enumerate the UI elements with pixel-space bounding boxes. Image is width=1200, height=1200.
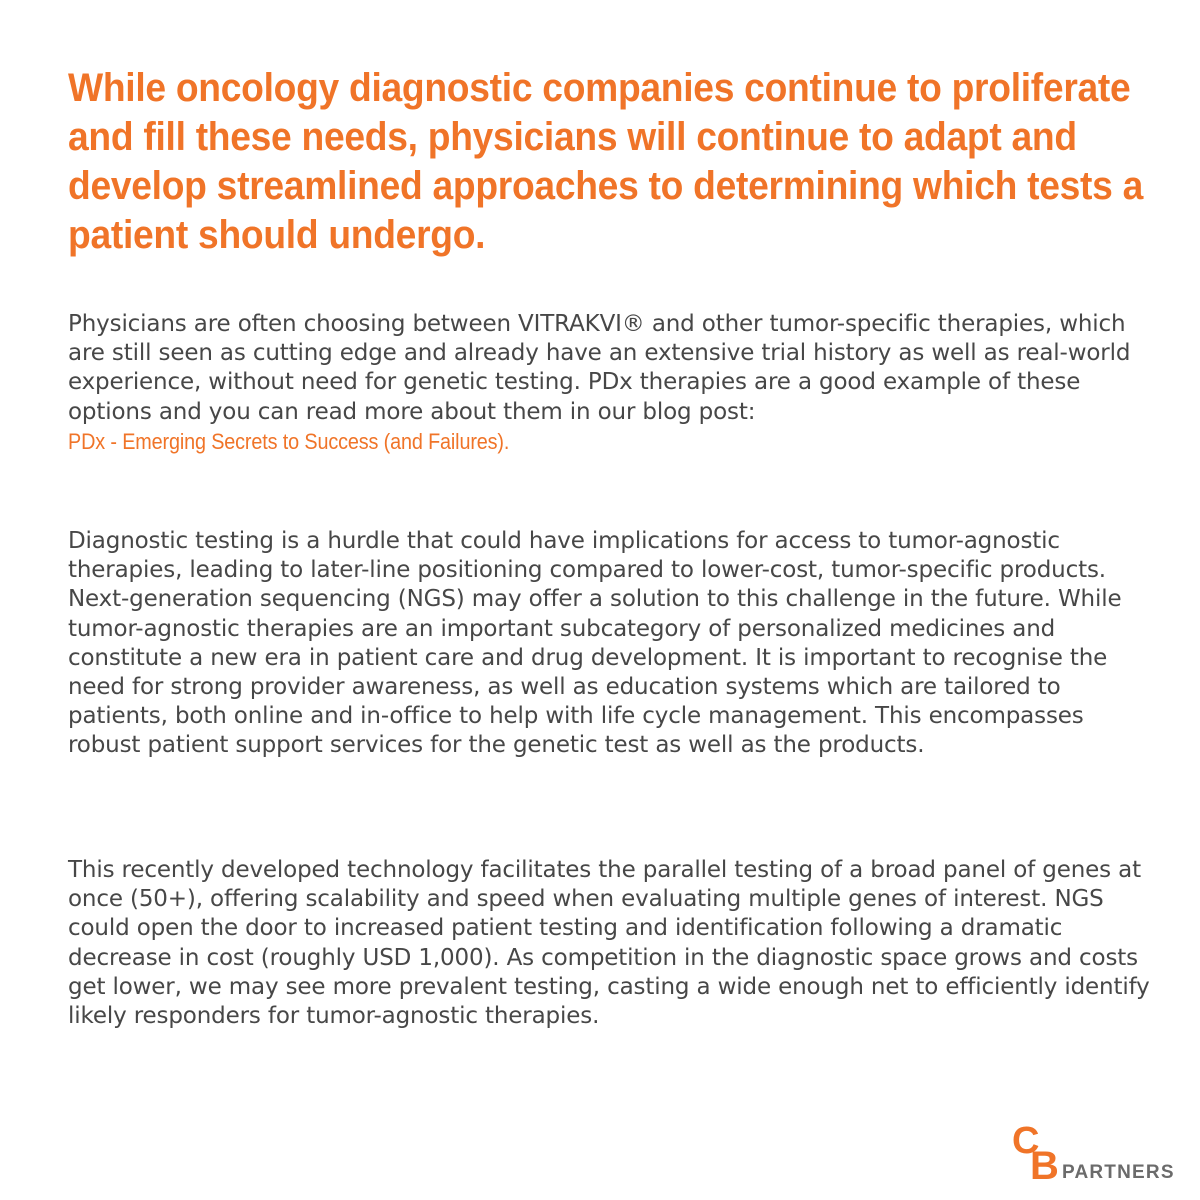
headline: While oncology diagnostic companies continue to proliferate and fill these needs, physicians will continue to adapt and develop streamlined approaches to determining which tests a patient should undergo. bbox=[68, 66, 1144, 257]
paragraph-ngs-technology: This recently developed technology facilitates the parallel testing of a broad panel of genes at once (50+), offering scalability and speed when evaluating multiple genes of interest. NGS could open the door to increased patient testing and identification following a dramatic decrease in cost (roughly USD 1,000). As competition in the diagnostic space grows and costs get lower, we may see more prevalent testing, casting a wide enough net to efficiently identify likely responders for tumor-agnostic therapies. bbox=[68, 857, 1150, 1030]
paragraph-vitrakvi bbox=[68, 310, 1158, 457]
logo-wordmark: PARTNERS bbox=[1062, 1162, 1175, 1183]
paragraph-diagnostic-testing: Diagnostic testing is a hurdle that could have implications for access to tumor-agnostic therapies, leading to later-line positioning compared to lower-cost, tumor-specific products. Next-generation sequencing (NGS) may offer a solution to this challenge in the future. While tumor-agnostic therapies are an important subcategory of personalized medicines and constitute a new era in patient care and drug development. It is important to recognise the need for strong provider awareness, as well as education systems which are tailored to patients, both online and in-office to help with life cycle management. This encompasses robust patient support services for the genetic test as well as the products. bbox=[68, 528, 1122, 759]
blog-post-link[interactable]: PDx - Emerging Secrets to Success (and Failures). bbox=[68, 428, 510, 454]
paragraph-vitrakvi-text: Physicians are often choosing between VITRAKVI® and other tumor-specific therapies, which are still seen as cutting edge and already have an extensive trial history as well as real-world experience, without need for genetic testing. PDx therapies are a good example of these options and you can read more about them in our blog post: bbox=[68, 311, 1131, 425]
cb-partners-logo bbox=[1010, 1122, 1180, 1188]
logo-letter-c: C bbox=[1012, 1120, 1040, 1162]
logo-letter-b: B bbox=[1030, 1144, 1059, 1188]
